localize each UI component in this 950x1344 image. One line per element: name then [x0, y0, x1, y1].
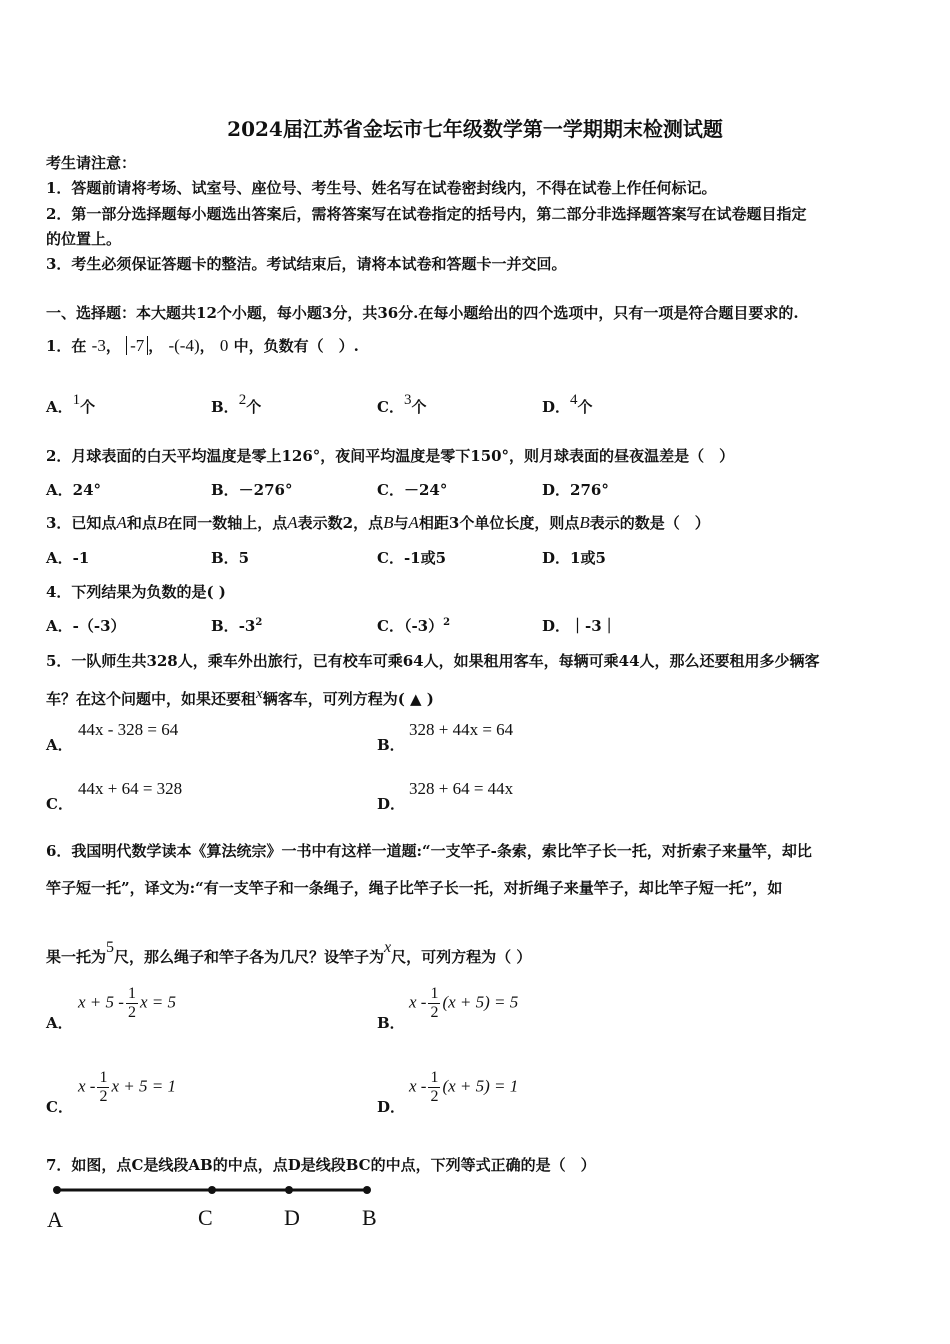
q4-option-b: B．$-3^2$ [211, 617, 263, 635]
q4-option-a: A．-（-3） [46, 617, 126, 635]
notice-item-1: 1．答题前请将考场、试室号、座位号、考生号、姓名写在试卷密封线内，不得在试卷上作任何标记。 [46, 179, 717, 197]
q6-option-c: x - $\frac{1}{2}$ x + 5 = 1 [78, 1069, 176, 1105]
q2-option-c: C．－24° [377, 481, 448, 499]
q1-option-b: B．$^2$个 [211, 392, 262, 416]
point-a-dot [53, 1186, 61, 1194]
point-a-label: A [47, 1207, 63, 1232]
notice-item-2-cont: 的位置上。 [46, 230, 122, 248]
q6-option-d-label: D． [377, 1098, 406, 1116]
q6-option-c-label: C． [46, 1098, 73, 1116]
question-4: 4．下列结果为负数的是( ) [46, 583, 226, 601]
question-6-line-1: 6．我国明代数学读本《算法统宗》一书中有这样一道题:“一支竿子-条索，索比竿子长一托，对折索子来量竿，却比 [46, 842, 812, 860]
point-d-label: D [284, 1205, 300, 1230]
question-6-line-2: 竿子短一托”，译文为:“有一支竿子和一条绳子，绳子比竿子长一托，对折绳子来量竿子，却比竿子短一托”，如 [46, 879, 783, 897]
q1-option-a: A．$^1$个 [46, 392, 96, 416]
q1-value-3: -(-4) [168, 336, 200, 355]
page-title: 2024届江苏省金坛市七年级数学第一学期期末检测试题 [227, 117, 723, 141]
question-5-line-1: 5．一队师生共328人，乘车外出旅行，已有校车可乘64人，如果租用客车，每辆可乘44人，那么还要租用多少辆客 [46, 652, 820, 670]
q6-option-d: x - $\frac{1}{2}$ (x + 5) = 1 [409, 1069, 519, 1105]
q5-option-d-label: D． [377, 795, 406, 813]
point-d-dot [285, 1186, 293, 1194]
q5-option-a-label: A． [46, 736, 73, 754]
q2-option-a: A．24° [46, 481, 102, 499]
notice-item-2: 2．第一部分选择题每小题选出答案后，需将答案写在试卷指定的括号内，第二部分非选择题答案写在试卷题目指定 [46, 205, 807, 223]
q5-option-c-label: C． [46, 795, 73, 813]
point-b-dot [363, 1186, 371, 1194]
notice-item-3: 3．考生必须保证答题卡的整洁。考试结束后，请将本试卷和答题卡一并交回。 [46, 255, 567, 273]
segment-diagram [0, 1180, 420, 1200]
question-3: 3．已知点A和点B在同一数轴上，点A表示数2，点B与A相距3个单位长度，则点B表示的数是（ ） [46, 513, 710, 532]
section-heading: 一、选择题：本大题共12个小题，每小题3分，共36分.在每小题给出的四个选项中，只有一项是符合题目要求的. [46, 304, 799, 322]
q1-value-2: -7 [126, 336, 148, 355]
q1-option-c: C．$^3$个 [377, 392, 427, 416]
notice-heading: 考生请注意： [46, 154, 137, 172]
q1-option-d: D．$^4$个 [542, 392, 593, 416]
q3-option-b: B．5 [211, 549, 250, 567]
question-6-line-3: 果一托为$^5$尺，那么绳子和竿子各为几尺？设竿子为$^x$尺，可列方程为（ ） [46, 939, 532, 966]
point-c-dot [208, 1186, 216, 1194]
question-5-line-2: 车？在这个问题中，如果还要租$^x$辆客车，可列方程为( ▲ ) [46, 686, 434, 708]
q3-option-c: C．-1或5 [377, 549, 447, 567]
q3-option-d: D．1或5 [542, 549, 606, 567]
q4-option-d: D．｜-3｜ [542, 617, 617, 635]
question-2: 2．月球表面的白天平均温度是零上126°，夜间平均温度是零下150°，则月球表面的昼夜温差是（ ） [46, 447, 735, 465]
q6-option-b: x - $\frac{1}{2}$ (x + 5) = 5 [409, 985, 519, 1021]
q4-option-c: C．$(-3)^2$ [377, 617, 451, 635]
q3-option-a: A．-1 [46, 549, 90, 567]
question-7: 7．如图，点C是线段AB的中点，点D是线段BC的中点，下列等式正确的是（ ） [46, 1156, 596, 1174]
q6-option-b-label: B． [377, 1014, 405, 1032]
q5-option-d: 328 + 64 = 44x [409, 779, 514, 798]
q6-option-a-label: A． [46, 1014, 73, 1032]
point-b-label: B [362, 1205, 377, 1230]
q6-option-a: x + 5 - $\frac{1}{2}$ x = 5 [78, 985, 176, 1021]
q1-value-1: -3 [91, 336, 106, 355]
q1-value-4: 0 [219, 336, 229, 355]
question-1: 1．在 -3， -7 ， -(-4)， 0 中，负数有（ ）. [46, 336, 359, 355]
q5-option-b: 328 + 44x = 64 [409, 720, 514, 739]
q5-option-c: 44x + 64 = 328 [78, 779, 183, 798]
q2-option-b: B．－276° [211, 481, 293, 499]
point-c-label: C [198, 1205, 213, 1230]
q5-option-a: 44x - 328 = 64 [78, 720, 179, 739]
q2-option-d: D．276° [542, 481, 609, 499]
q5-option-b-label: B． [377, 736, 405, 754]
